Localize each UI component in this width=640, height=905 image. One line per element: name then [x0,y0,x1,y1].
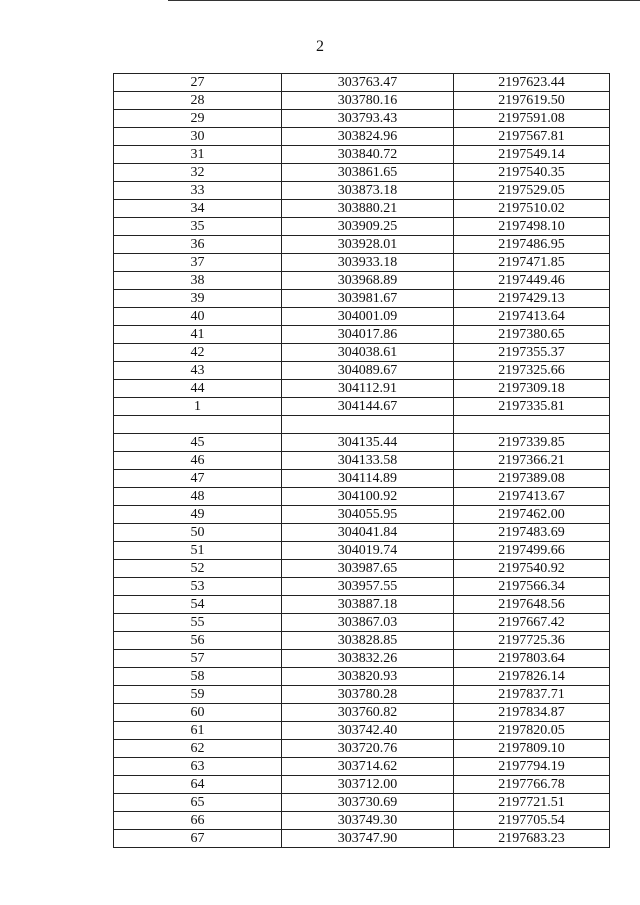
y-coordinate-cell: 2197366.21 [454,452,610,470]
table-row [114,128,610,146]
coordinates-table [113,73,610,848]
point-number-cell: 43 [114,362,282,380]
table-row [114,200,610,218]
y-coordinate-cell: 2197449.46 [454,272,610,290]
point-number-cell: 61 [114,722,282,740]
x-coordinate-cell: 304114.89 [282,470,454,488]
x-coordinate-cell: 303730.69 [282,794,454,812]
page-number: 2 [316,38,324,55]
x-coordinate-cell: 304055.95 [282,506,454,524]
point-number-cell: 67 [114,830,282,848]
y-coordinate-cell: 2197667.42 [454,614,610,632]
point-number-cell: 31 [114,146,282,164]
point-number-cell: 57 [114,650,282,668]
point-number-cell: 46 [114,452,282,470]
point-number-cell: 33 [114,182,282,200]
y-coordinate-cell: 2197540.35 [454,164,610,182]
x-coordinate-cell [282,416,454,434]
point-number-cell: 35 [114,218,282,236]
x-coordinate-cell: 303887.18 [282,596,454,614]
x-coordinate-cell: 303957.55 [282,578,454,596]
x-coordinate-cell: 303760.82 [282,704,454,722]
x-coordinate-cell: 304144.67 [282,398,454,416]
x-coordinate-cell: 303968.89 [282,272,454,290]
y-coordinate-cell: 2197540.92 [454,560,610,578]
y-coordinate-cell: 2197803.64 [454,650,610,668]
y-coordinate-cell: 2197648.56 [454,596,610,614]
x-coordinate-cell: 303712.00 [282,776,454,794]
y-coordinate-cell: 2197413.67 [454,488,610,506]
table-row [114,830,610,848]
y-coordinate-cell: 2197413.64 [454,308,610,326]
x-coordinate-cell: 303933.18 [282,254,454,272]
x-coordinate-cell: 303880.21 [282,200,454,218]
y-coordinate-cell: 2197483.69 [454,524,610,542]
table-row [114,704,610,722]
table-row [114,74,610,92]
table-row [114,434,610,452]
point-number-cell: 59 [114,686,282,704]
point-number-cell: 37 [114,254,282,272]
x-coordinate-cell: 303840.72 [282,146,454,164]
y-coordinate-cell: 2197683.23 [454,830,610,848]
point-number-cell: 38 [114,272,282,290]
x-coordinate-cell: 304041.84 [282,524,454,542]
point-number-cell: 56 [114,632,282,650]
table-row [114,632,610,650]
x-coordinate-cell: 303867.03 [282,614,454,632]
x-coordinate-cell: 303928.01 [282,236,454,254]
x-coordinate-cell: 304017.86 [282,326,454,344]
point-number-cell: 34 [114,200,282,218]
y-coordinate-cell: 2197834.87 [454,704,610,722]
y-coordinate-cell: 2197809.10 [454,740,610,758]
x-coordinate-cell: 304019.74 [282,542,454,560]
table-row [114,110,610,128]
table-row [114,506,610,524]
table-row [114,416,610,434]
x-coordinate-cell: 303824.96 [282,128,454,146]
point-number-cell: 65 [114,794,282,812]
point-number-cell: 44 [114,380,282,398]
table-row [114,722,610,740]
x-coordinate-cell: 303780.28 [282,686,454,704]
y-coordinate-cell: 2197335.81 [454,398,610,416]
table-row [114,470,610,488]
y-coordinate-cell: 2197355.37 [454,344,610,362]
point-number-cell: 48 [114,488,282,506]
point-number-cell: 51 [114,542,282,560]
table-row [114,596,610,614]
x-coordinate-cell: 303832.26 [282,650,454,668]
y-coordinate-cell: 2197766.78 [454,776,610,794]
x-coordinate-cell: 304135.44 [282,434,454,452]
table-row [114,560,610,578]
y-coordinate-cell: 2197486.95 [454,236,610,254]
x-coordinate-cell: 304112.91 [282,380,454,398]
table-row [114,578,610,596]
table-row [114,362,610,380]
point-number-cell: 55 [114,614,282,632]
y-coordinate-cell: 2197510.02 [454,200,610,218]
x-coordinate-cell: 304001.09 [282,308,454,326]
point-number-cell: 30 [114,128,282,146]
top-border-line [168,0,640,1]
y-coordinate-cell: 2197499.66 [454,542,610,560]
x-coordinate-cell: 303873.18 [282,182,454,200]
table-row [114,254,610,272]
point-number-cell: 42 [114,344,282,362]
coordinates-table-body [114,74,610,848]
table-row [114,776,610,794]
point-number-cell: 41 [114,326,282,344]
x-coordinate-cell: 303861.65 [282,164,454,182]
y-coordinate-cell: 2197389.08 [454,470,610,488]
x-coordinate-cell: 303780.16 [282,92,454,110]
x-coordinate-cell: 304038.61 [282,344,454,362]
table-row [114,542,610,560]
y-coordinate-cell: 2197721.51 [454,794,610,812]
point-number-cell: 39 [114,290,282,308]
table-row [114,614,610,632]
point-number-cell: 40 [114,308,282,326]
point-number-cell: 64 [114,776,282,794]
table-row [114,812,610,830]
y-coordinate-cell: 2197462.00 [454,506,610,524]
y-coordinate-cell: 2197826.14 [454,668,610,686]
y-coordinate-cell: 2197820.05 [454,722,610,740]
table-row [114,758,610,776]
table-row [114,308,610,326]
x-coordinate-cell: 303987.65 [282,560,454,578]
x-coordinate-cell: 303793.43 [282,110,454,128]
point-number-cell: 50 [114,524,282,542]
table-row [114,326,610,344]
y-coordinate-cell: 2197566.34 [454,578,610,596]
x-coordinate-cell: 304133.58 [282,452,454,470]
y-coordinate-cell: 2197591.08 [454,110,610,128]
x-coordinate-cell: 303747.90 [282,830,454,848]
y-coordinate-cell: 2197325.66 [454,362,610,380]
table-row [114,344,610,362]
y-coordinate-cell [454,416,610,434]
x-coordinate-cell: 303714.62 [282,758,454,776]
point-number-cell: 27 [114,74,282,92]
y-coordinate-cell: 2197837.71 [454,686,610,704]
table-row [114,146,610,164]
y-coordinate-cell: 2197623.44 [454,74,610,92]
point-number-cell: 28 [114,92,282,110]
y-coordinate-cell: 2197794.19 [454,758,610,776]
y-coordinate-cell: 2197309.18 [454,380,610,398]
table-row [114,452,610,470]
point-number-cell: 53 [114,578,282,596]
x-coordinate-cell: 303749.30 [282,812,454,830]
point-number-cell: 52 [114,560,282,578]
x-coordinate-cell: 303909.25 [282,218,454,236]
y-coordinate-cell: 2197380.65 [454,326,610,344]
x-coordinate-cell: 303828.85 [282,632,454,650]
y-coordinate-cell: 2197339.85 [454,434,610,452]
table-row [114,290,610,308]
y-coordinate-cell: 2197529.05 [454,182,610,200]
point-number-cell: 63 [114,758,282,776]
point-number-cell: 58 [114,668,282,686]
table-row [114,740,610,758]
table-row [114,668,610,686]
table-row [114,650,610,668]
point-number-cell: 62 [114,740,282,758]
point-number-cell: 47 [114,470,282,488]
y-coordinate-cell: 2197567.81 [454,128,610,146]
x-coordinate-cell: 303742.40 [282,722,454,740]
point-number-cell: 45 [114,434,282,452]
table-row [114,794,610,812]
table-row [114,164,610,182]
x-coordinate-cell: 303981.67 [282,290,454,308]
table-row [114,236,610,254]
point-number-cell: 49 [114,506,282,524]
point-number-cell: 54 [114,596,282,614]
x-coordinate-cell: 303720.76 [282,740,454,758]
table-row [114,92,610,110]
point-number-cell: 32 [114,164,282,182]
table-row [114,488,610,506]
point-number-cell: 36 [114,236,282,254]
y-coordinate-cell: 2197619.50 [454,92,610,110]
x-coordinate-cell: 303820.93 [282,668,454,686]
y-coordinate-cell: 2197705.54 [454,812,610,830]
x-coordinate-cell: 303763.47 [282,74,454,92]
point-number-cell: 1 [114,398,282,416]
y-coordinate-cell: 2197429.13 [454,290,610,308]
point-number-cell: 60 [114,704,282,722]
x-coordinate-cell: 304089.67 [282,362,454,380]
table-row [114,182,610,200]
point-number-cell: 66 [114,812,282,830]
y-coordinate-cell: 2197498.10 [454,218,610,236]
table-row [114,686,610,704]
table-row [114,380,610,398]
table-row [114,398,610,416]
y-coordinate-cell: 2197725.36 [454,632,610,650]
y-coordinate-cell: 2197471.85 [454,254,610,272]
point-number-cell: 29 [114,110,282,128]
point-number-cell [114,416,282,434]
y-coordinate-cell: 2197549.14 [454,146,610,164]
table-row [114,218,610,236]
table-row [114,272,610,290]
table-row [114,524,610,542]
x-coordinate-cell: 304100.92 [282,488,454,506]
